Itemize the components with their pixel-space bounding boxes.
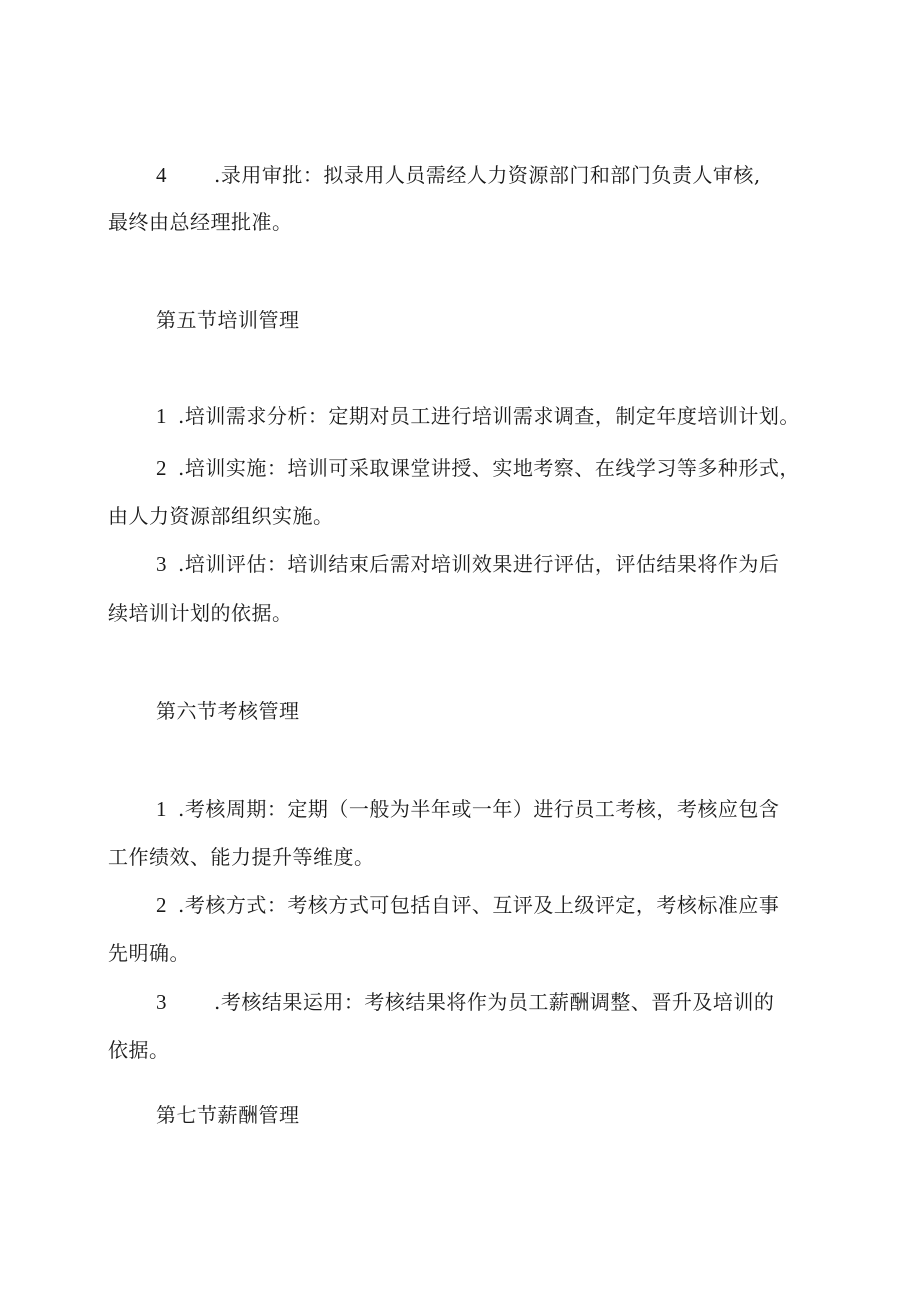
item-number: 3 — [156, 552, 167, 576]
item-text-continued: 工作绩效、能力提升等维度。 — [108, 845, 375, 869]
section-5-item-1-line-1 — [156, 402, 800, 430]
item-text: .考核结果运用：考核结果将作为员工薪酬调整、晋升及培训的 — [214, 990, 775, 1014]
item-text: .考核方式：考核方式可包括自评、互评及上级评定，考核标准应事 — [178, 893, 780, 917]
section-6-item-3-line-2 — [108, 1036, 170, 1064]
section-6-title: 第六节考核管理 — [156, 699, 300, 723]
item-text: .培训需求分析：定期对员工进行培训需求调查，制定年度培训计划。 — [178, 404, 800, 428]
item-number: 1 — [156, 797, 167, 821]
item-text: .录用审批：拟录用人员需经人力资源部门和部门负责人审核, — [214, 163, 761, 187]
section-5-item-3-line-2 — [108, 599, 293, 627]
item-4-line-2 — [108, 208, 293, 236]
item-number: 3 — [156, 990, 167, 1014]
section-6-item-2-line-2 — [108, 939, 190, 967]
section-6-item-2-line-1 — [156, 891, 779, 919]
item-text-continued: 先明确。 — [108, 941, 190, 965]
section-7-title: 第七节薪酬管理 — [156, 1103, 300, 1127]
item-text: .培训实施：培训可采取课堂讲授、实地考察、在线学习等多种形式， — [178, 456, 800, 480]
item-text-continued: 由人力资源部组织实施。 — [108, 504, 334, 528]
section-5-item-2-line-2 — [108, 502, 334, 530]
item-text-continued: 依据。 — [108, 1038, 170, 1062]
item-text: .培训评估：培训结束后需对培训效果进行评估，评估结果将作为后 — [178, 552, 780, 576]
section-6-item-1-line-2 — [108, 843, 375, 871]
item-text: .考核周期：定期（一般为半年或一年）进行员工考核，考核应包含 — [178, 797, 780, 821]
item-4-line-1 — [156, 161, 761, 189]
item-number: 2 — [156, 456, 167, 480]
section-5-item-3-line-1 — [156, 550, 779, 578]
section-5-item-2-line-1 — [156, 454, 800, 482]
item-number: 1 — [156, 404, 167, 428]
section-6-item-1-line-1 — [156, 795, 779, 823]
section-6-item-3-line-1 — [156, 988, 774, 1016]
item-number: 4 — [156, 163, 167, 187]
item-text-continued: 续培训计划的依据。 — [108, 601, 293, 625]
item-number: 2 — [156, 893, 167, 917]
item-text-continued: 最终由总经理批准。 — [108, 210, 293, 234]
section-5-title: 第五节培训管理 — [156, 308, 300, 332]
